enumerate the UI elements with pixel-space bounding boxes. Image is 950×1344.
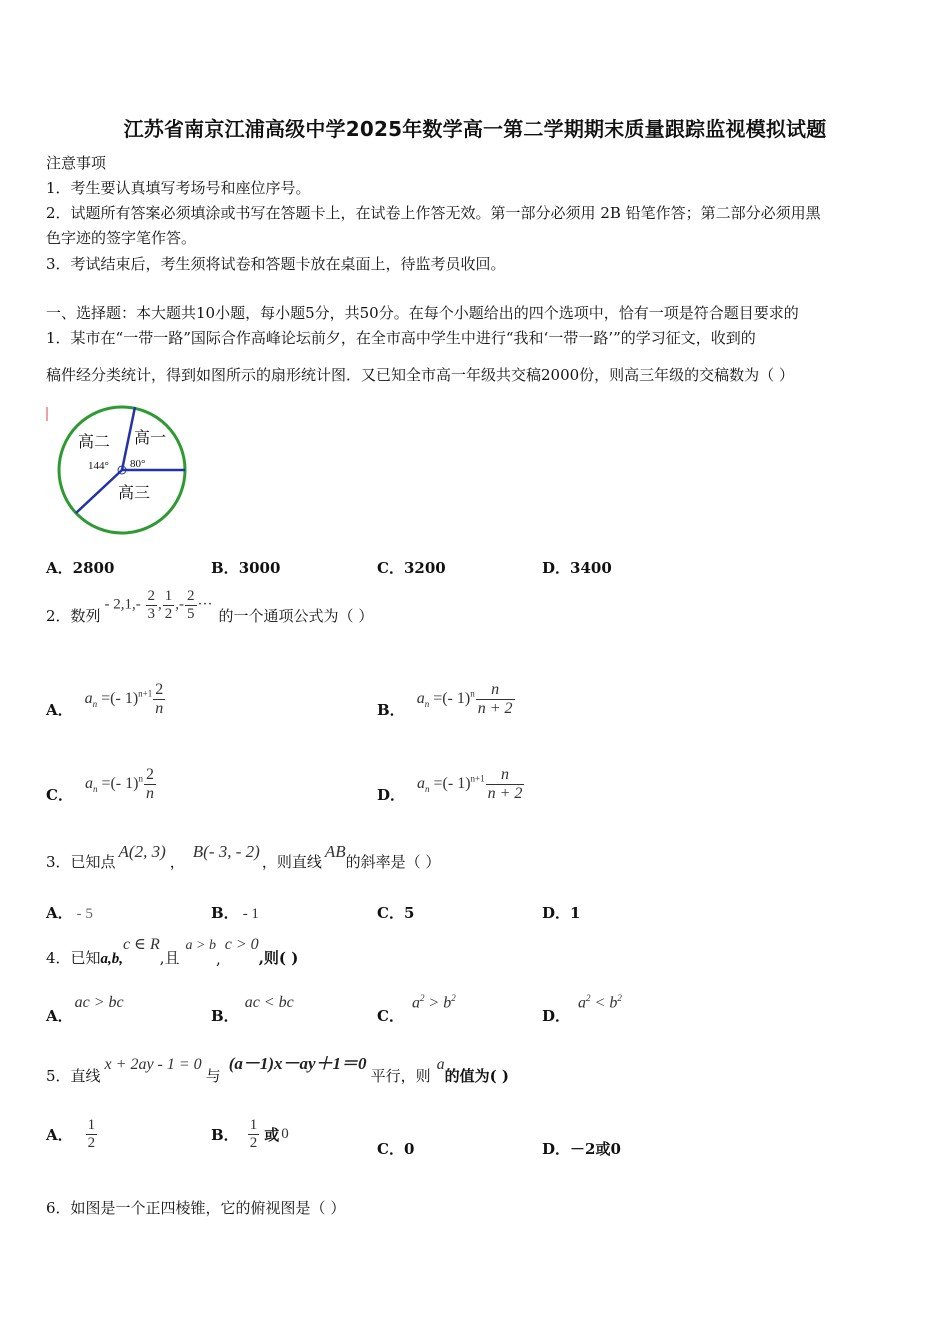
- q5-option-a[interactable]: A． $\frac{1}{2}$: [46, 1117, 96, 1151]
- q5-option-c[interactable]: C．0: [377, 1140, 415, 1158]
- q4-option-b[interactable]: B． ac < bc: [211, 994, 294, 1025]
- q5-option-b[interactable]: B． $\frac{1}{2}$ 或 0: [211, 1117, 289, 1151]
- q2-option-b[interactable]: B． $a_n$ =(- 1)$^n$ $\frac{n}{n + 2}$: [377, 680, 513, 719]
- q4-option-a[interactable]: A． ac > bc: [46, 994, 124, 1025]
- page-title: 江苏省南京江浦高级中学2025年数学高一第二学期期末质量跟踪监视模拟试题: [123, 117, 827, 141]
- q3-option-d[interactable]: D．1: [542, 904, 581, 922]
- q2-sequence: - 2,1,- $\frac{2}{3}$ , $\frac{1}{2}$ ,- $\frac{2}{5}$ ···: [104, 588, 213, 622]
- question-2: [46, 588, 374, 638]
- pie-angle-g1: 80°: [130, 458, 146, 470]
- question-4: 4．已知 a,b, c ∈ R ,且 a > b , c > 0 ,则( ): [46, 936, 299, 968]
- notes-heading: 注意事项: [46, 154, 107, 172]
- notes-item-1: 1．考生要认真填写考场号和座位序号。: [46, 179, 311, 197]
- notes-item-3: 3．考试结束后，考生须将试卷和答题卡放在桌面上，待监考员收回。: [46, 255, 506, 273]
- q4-option-c[interactable]: C． $a^2 > b^2$: [377, 992, 456, 1025]
- notes-item-2: 2．试题所有答案必须填涂或书写在答题卡上，在试卷上作答无效。第一部分必须用 2B 铅笔作答；第二部分必须用黑: [46, 204, 821, 222]
- pie-angle-g2: 144°: [88, 460, 109, 472]
- q1-option-d[interactable]: D．3400: [542, 559, 612, 577]
- q3-option-a[interactable]: A． - 5: [46, 904, 93, 922]
- pie-chart: [46, 403, 196, 543]
- q4-option-d[interactable]: D． $a^2 < b^2$: [542, 992, 622, 1025]
- pie-label-g1: 高一: [134, 428, 167, 447]
- question-2-prefix: 2．数列: [46, 606, 101, 625]
- pie-label-g3: 高三: [118, 483, 151, 502]
- question-2-suffix: 的一个通项公式为（ ）: [218, 606, 374, 625]
- q2-option-a[interactable]: A． $a_n$ =(- 1)$^{n+1}$ $\frac{2}{n}$: [46, 680, 164, 719]
- q1-option-c[interactable]: C．3200: [377, 559, 446, 577]
- question-6: 6．如图是一个正四棱锥，它的俯视图是（ ）: [46, 1199, 346, 1217]
- notes-item-2-cont: 色字迹的签字笔作答。: [46, 229, 197, 247]
- question-1-line-2: 稿件经分类统计，得到如图所示的扇形统计图．又已知全市高一年级共交稿2000份，则高三年级的交稿数为（ ）: [46, 366, 794, 384]
- q5-option-d[interactable]: D．－2或0: [542, 1140, 621, 1158]
- section-heading: 一、选择题：本大题共10小题，每小题5分，共50分。在每个小题给出的四个选项中，恰有一项是符合题目要求的: [46, 304, 799, 322]
- q2-option-d[interactable]: D． $a_n$ =(- 1)$^{n+1}$ $\frac{n}{n + 2}$: [377, 765, 523, 804]
- q2-option-c[interactable]: C． $a_n$ =(- 1)$^n$ $\frac{2}{n}$: [46, 765, 154, 804]
- question-3: 3．已知点 A(2, 3) ， B(- 3, - 2) ，则直线 AB 的斜率是（ ）: [46, 842, 441, 871]
- pie-label-g2: 高二: [78, 432, 111, 451]
- q3-option-b[interactable]: B． - 1: [211, 904, 259, 922]
- pie-divider-3: [76, 470, 122, 513]
- question-5: 5．直线 x + 2ay - 1 = 0 与 (a－1)x－ay＋1＝0 平行，则 a 的值为( ): [46, 1054, 509, 1085]
- question-1-line-1: 1．某市在“一带一路”国际合作高峰论坛前夕，在全市高中学生中进行“我和‘一带一路’”的学习征文，收到的: [46, 329, 756, 347]
- q1-option-a[interactable]: A．2800: [46, 559, 115, 577]
- q1-option-b[interactable]: B．3000: [211, 559, 281, 577]
- q3-option-c[interactable]: C．5: [377, 904, 415, 922]
